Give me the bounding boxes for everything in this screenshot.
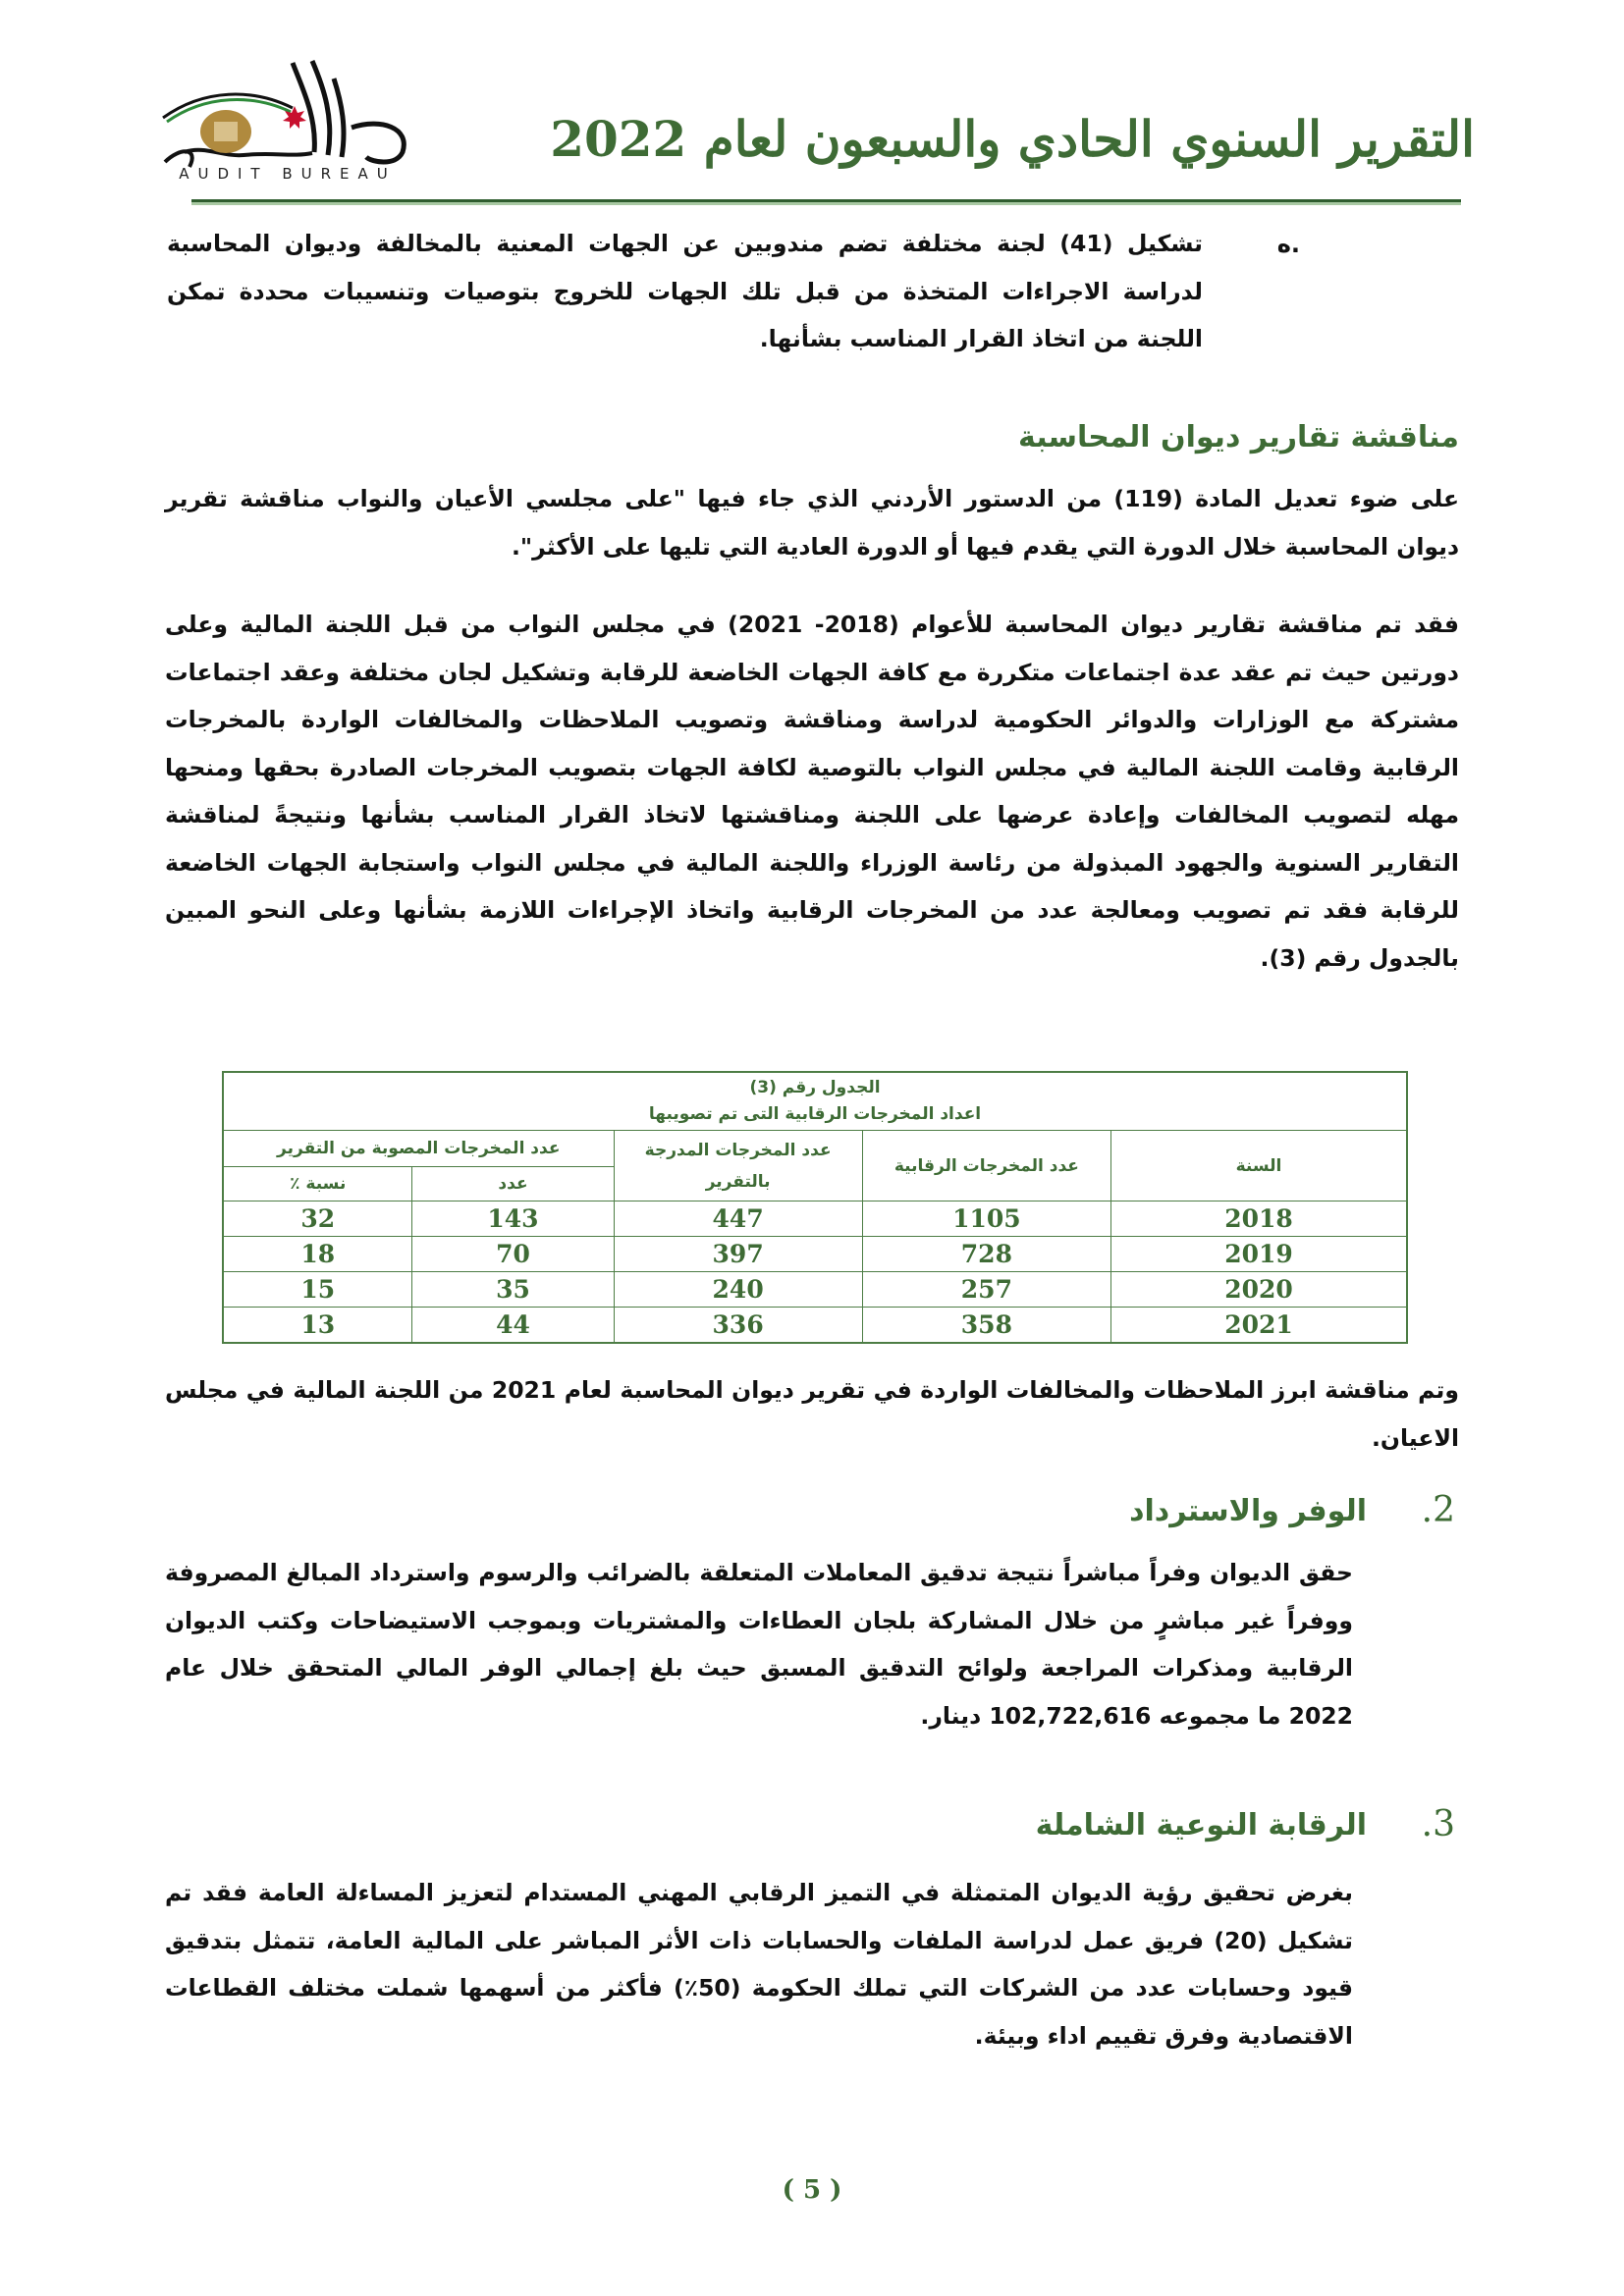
col-header-included-outputs: عدد المخرجات المدرجة بالتقرير [614,1131,862,1201]
cell-included: 397 [614,1237,862,1272]
paragraph-senate-discussion: وتم مناقشة ابرز الملاحظات والمخالفات الواردة في تقرير ديوان المحاسبة لعام 2021 من اللجنة المالية في مجلس الاعيان. [165,1376,1459,1452]
col-header-year: السنة [1111,1131,1408,1201]
report-title: التقرير السنوي الحادي والسبعون لعام 2022 [550,110,1475,168]
table-row [223,1201,1407,1237]
table-row [223,1272,1407,1308]
paragraph-discussion: فقد تم مناقشة تقارير ديوان المحاسبة للأعوام (2018- 2021) في مجلس النواب من قبل اللجنة المالية وعلى دورتين حيث تم عقد عدة اجتماعات متكررة مع كافة الجهات الخاضعة للرقابة وتشكيل لجان مختلفة وعقد اجتماعات مشتركة مع الوزارات والدوائر الحكومية لدراسة ومناقشة وتصويب الملاحظات والمخالفات الواردة بالمخرجات الرقابية وقامت اللجنة المالية في مجلس النواب بالتوصية لكافة الجهات بتصويب المخرجات الصادرة بحقها ومنحها مهله لتصويب المخالفات وإعادة عرضها على اللجنة ومناقشتها لاتخاذ القرار المناسب بشأنها ونتيجةً لمناقشة التقارير السنوية والجهود المبذولة من رئاسة الوزراء واللجنة المالية في مجلس النواب واستجابة الجهات الخاضعة للرقابة فقد تم تصويب ومعالجة عدد من المخرجات الرقابية واتخاذ الإجراءات اللازمة بشأنها وعلى النحو المبين بالجدول رقم (3). [165,611,1460,972]
cell-count: 44 [412,1308,614,1344]
cell-audit-outputs: 257 [862,1272,1110,1308]
col-header-audit-outputs: عدد المخرجات الرقابية [862,1131,1110,1201]
list-item-text: تشكيل (41) لجنة مختلفة تضم مندوبين عن الجهات المعنية بالمخالفة وديوان المحاسبة لدراسة الاجراءات المتخذة من قبل تلك الجهات للخروج بتوصيات وتنسيبات محددة تمكن اللجنة من اتخاذ القرار المناسب بشأنها. [167,230,1203,352]
list-marker: ه. [1276,231,1300,258]
cell-count: 70 [412,1237,614,1272]
paragraph-quality-audit: بغرض تحقيق رؤية الديوان المتمثلة في التميز الرقابي المهني المستدام لتعزيز المساءلة العامة فقد تم تشكيل (20) فريق عمل لدراسة الملفات والحسابات ذات الأثر المباشر على المالية العامة، تتمثل بتدقيق قيود وحسابات عدد من الشركات التي تملك الحكومة (50٪) فأكثر من أسهمها شملت مختلف القطاعات الاقتصادية وفرق تقييم اداء وبيئة. [165,1879,1353,2050]
col-header-corrected-group: عدد المخرجات المصوبة من التقرير [223,1131,614,1167]
table-title: الجدول رقم (3) [749,1078,881,1097]
cell-year: 2020 [1111,1272,1408,1308]
table-subtitle: اعداد المخرجات الرقابية التى تم تصويبها [648,1104,982,1124]
cell-percent: 32 [223,1201,412,1237]
cell-audit-outputs: 728 [862,1237,1110,1272]
section-number-2: .2 [1421,1490,1455,1530]
page-header [0,0,1624,206]
table-caption [223,1072,1407,1131]
col-header-percent: نسبة ٪ [223,1167,412,1201]
section-heading-quality-audit: الرقابة النوعية الشاملة [1035,1808,1367,1842]
cell-year: 2019 [1111,1237,1408,1272]
section-number-3: .3 [1421,1804,1455,1844]
logo-caption: AUDIT BUREAU [179,165,397,183]
cell-included: 447 [614,1201,862,1237]
cell-year: 2018 [1111,1201,1408,1237]
paragraph-constitution: على ضوء تعديل المادة (119) من الدستور الأردني الذي جاء فيها "على مجلسي الأعيان والنواب مناقشة تقرير ديوان المحاسبة خلال الدورة التي يقدم فيها أو الدورة العادية التي تليها على الأكثر". [165,485,1459,561]
paragraph-savings: حقق الديوان وفراً مباشراً نتيجة تدقيق المعاملات المتعلقة بالضرائب والرسوم واسترداد المبالغ المصروفة ووفراً غير مباشرٍ من خلال المشاركة بلجان العطاءات والمشتريات وبموجب الاستيضاحات وكتب الديوان الرقابية ومذكرات المراجعة ولوائح التدقيق المسبق حيث بلغ إجمالي الوفر المالي المتحقق خلال عام 2022 ما مجموعه 102,722,616 دينار. [165,1559,1353,1730]
cell-percent: 18 [223,1237,412,1272]
cell-percent: 15 [223,1272,412,1308]
col-header-count: عدد [412,1167,614,1201]
section-heading-discussion: مناقشة تقارير ديوان المحاسبة [1018,420,1459,454]
cell-audit-outputs: 1105 [862,1201,1110,1237]
cell-count: 35 [412,1272,614,1308]
table-3-corrected-outputs [222,1071,1408,1344]
header-divider-light [191,202,1461,205]
cell-audit-outputs: 358 [862,1308,1110,1344]
section-heading-savings: الوفر والاسترداد [1129,1494,1367,1528]
cell-included: 336 [614,1308,862,1344]
cell-year: 2021 [1111,1308,1408,1344]
cell-percent: 13 [223,1308,412,1344]
page-number: ( 5 ) [782,2175,842,2205]
cell-count: 143 [412,1201,614,1237]
table-row [223,1237,1407,1272]
table-row [223,1308,1407,1344]
cell-included: 240 [614,1272,862,1308]
